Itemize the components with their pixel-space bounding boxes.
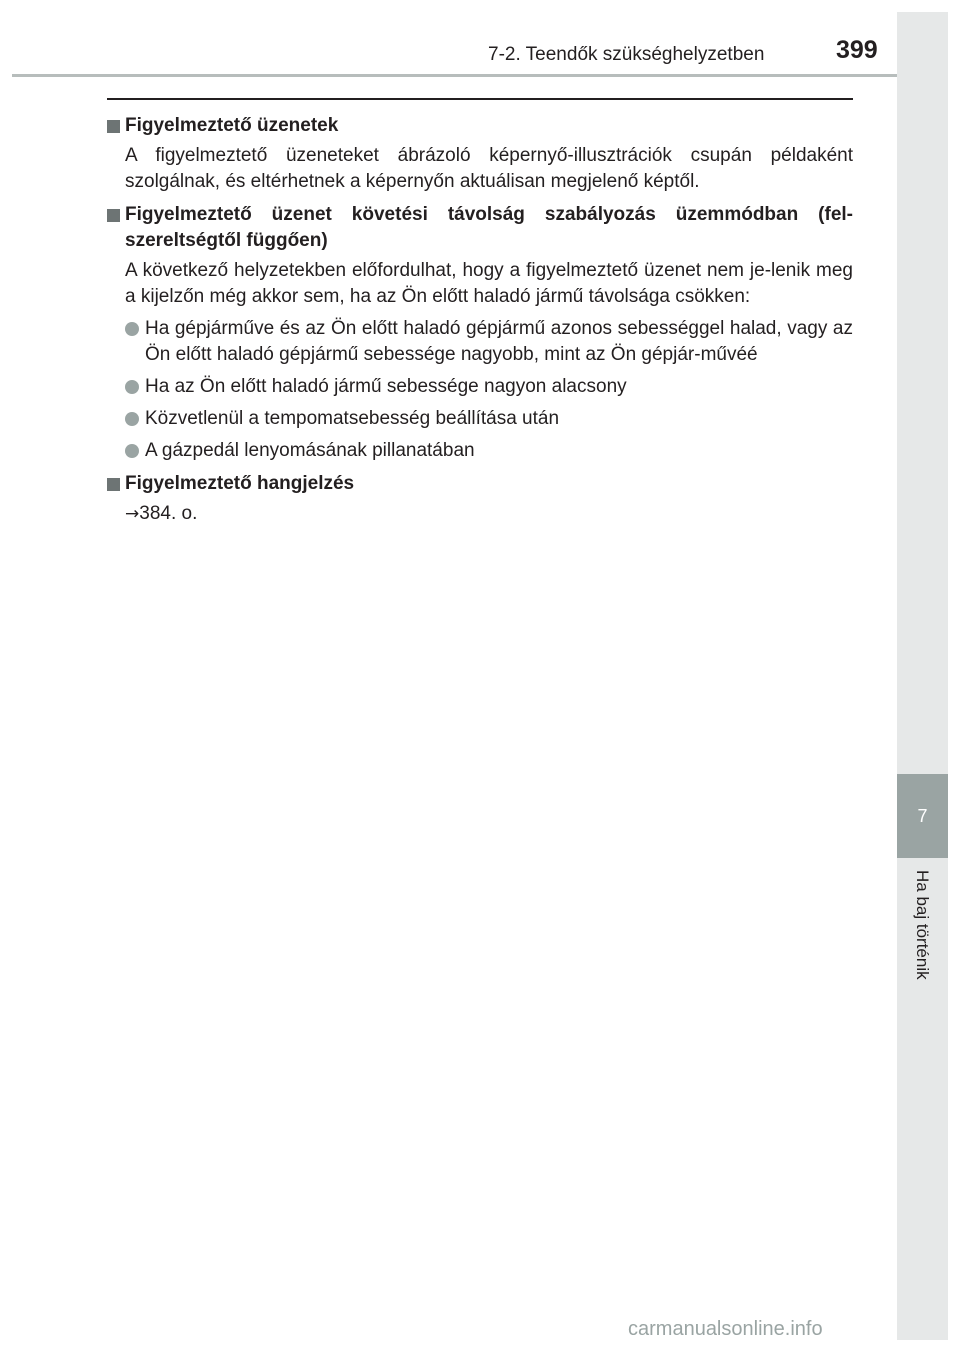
list-item	[107, 438, 853, 464]
circle-bullet-icon	[125, 444, 139, 458]
section-heading-text: Figyelmeztető üzenetek	[125, 115, 339, 136]
chapter-label: Ha baj történik	[913, 870, 932, 980]
cross-reference-text: 384. o.	[139, 503, 198, 524]
circle-bullet-icon	[125, 380, 139, 394]
page-content	[107, 106, 853, 527]
list-item-text: Ha az Ön előtt haladó jármű sebessége nagyon alacsony	[145, 376, 627, 397]
section-heading	[107, 471, 853, 497]
list-item-text: Közvetlenül a tempomatsebesség beállítása után	[145, 408, 560, 429]
circle-bullet-icon	[125, 322, 139, 336]
section-heading	[107, 113, 853, 139]
list-item-text: A gázpedál lenyomásának pillanatában	[145, 440, 475, 461]
page-number: 399	[836, 36, 878, 64]
list-item-text: Ha gépjárműve és az Ön előtt haladó gépjármű azonos sebességgel halad, vagy az Ön előtt haladó gépjármű sebessége nagyobb, mint az Ön gépjár-művéé	[145, 318, 853, 365]
cross-reference[interactable]	[107, 501, 853, 527]
list-item	[107, 406, 853, 432]
square-bullet-icon	[107, 209, 120, 222]
section-heading-text: Figyelmeztető üzenet követési távolság szabályozás üzemmódban (fel-szereltségtől függően)	[125, 204, 853, 251]
list-item	[107, 374, 853, 400]
section-heading	[107, 202, 853, 254]
watermark: carmanualsonline.info	[628, 1318, 823, 1340]
square-bullet-icon	[107, 120, 120, 133]
chapter-number: 7	[897, 774, 948, 858]
section-heading-text: Figyelmeztető hangjelzés	[125, 473, 355, 494]
section-paragraph: A következő helyzetekben előfordulhat, hogy a figyelmeztető üzenet nem je-lenik meg a kijelzőn még akkor sem, ha az Ön előtt haladó jármű távolsága csökken:	[125, 260, 853, 307]
header-rule	[12, 74, 948, 77]
list-item	[107, 316, 853, 368]
content-top-rule	[107, 98, 853, 100]
section-paragraph: A figyelmeztető üzeneteket ábrázoló képernyő-illusztrációk csupán példaként szolgálnak, és eltérhetnek a képernyőn aktuálisan megjelenő képtől.	[125, 145, 853, 192]
header-title: 7-2. Teendők szükséghelyzetben	[488, 44, 765, 65]
side-tab-top	[897, 12, 948, 774]
circle-bullet-icon	[125, 412, 139, 426]
right-arrow-icon: →	[125, 504, 140, 524]
square-bullet-icon	[107, 478, 120, 491]
